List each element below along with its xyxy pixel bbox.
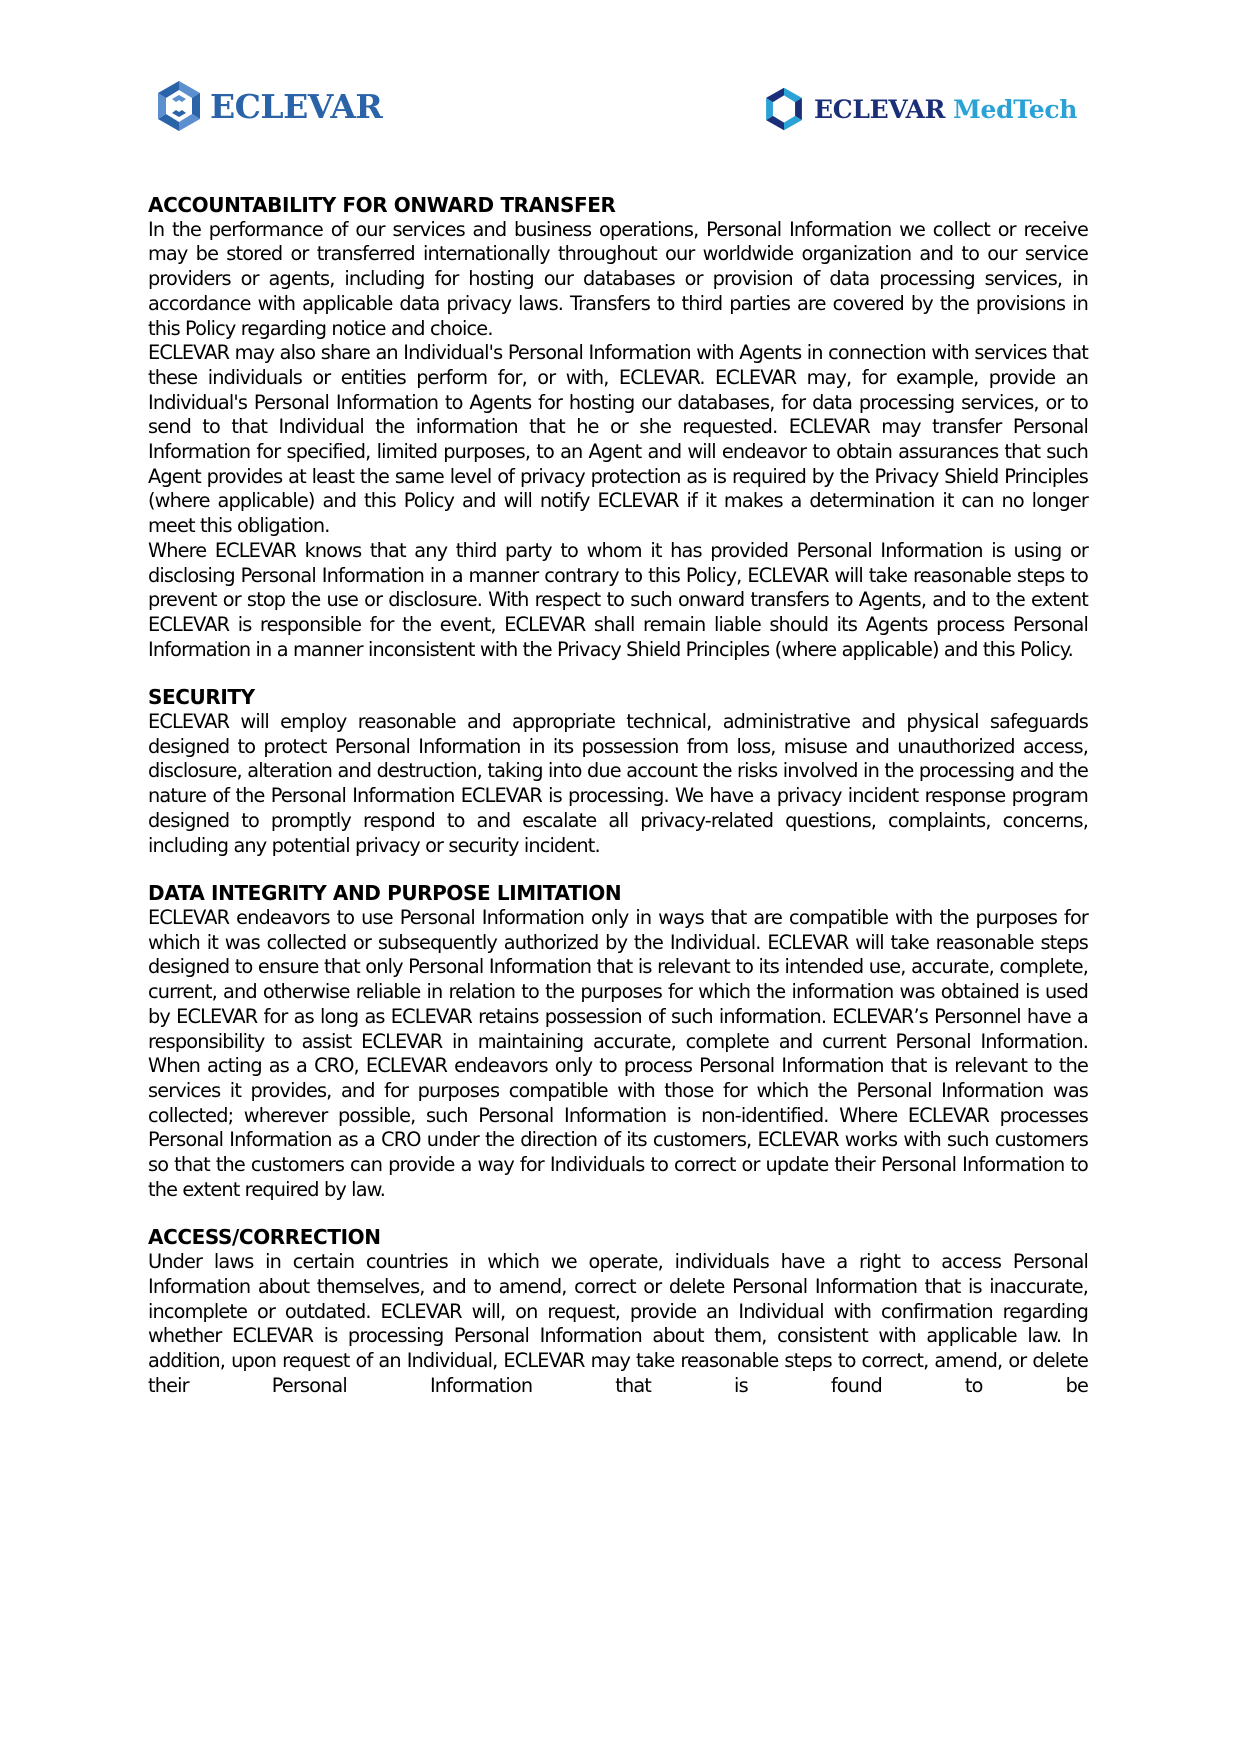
paragraph: Under laws in certain countries in which we operate, individuals have a right to access Personal Information about themselves, and to amend, correct or delete Personal Information that is inaccurate, incomplete or outdated. ECLEVAR will, on request, provide an Individual with confirmation regarding whether ECLEVAR is processing Personal Information about them, consistent with applicable law. In addition, upon request of an Individual, ECLEVAR may take reasonable steps to correct, amend, or delete their Personal Information that is found to be <box>148 1250 1088 1397</box>
eclevar-logo-text: ECLEVAR <box>210 86 383 126</box>
logo-text-primary: ECLEVAR <box>814 94 946 124</box>
document-body <box>148 193 1088 1421</box>
section-accountability-for-onward-transfer <box>148 193 1088 662</box>
paragraph: ECLEVAR will employ reasonable and appropriate technical, administrative and physical safeguards designed to protect Personal Information in its possession from loss, misuse and unauthorized access, disclosure, alteration and destruction, taking into due account the risks involved in the processing and the nature of the Personal Information ECLEVAR is processing. We have a privacy incident response program designed to promptly respond to and escalate all privacy-related questions, complaints, concerns, including any potential privacy or security incident. <box>148 710 1088 857</box>
section-security <box>148 685 1088 858</box>
paragraph: ECLEVAR endeavors to use Personal Information only in ways that are compatible with the purposes for which it was collected or subsequently authorized by the Individual. ECLEVAR will take reasonable steps designed to ensure that only Personal Information that is relevant to its intended use, accurate, complete, current, and otherwise reliable in relation to the purposes for which the information was obtained is used by ECLEVAR for as long as ECLEVAR retains possession of such information. ECLEVAR’s Personnel have a responsibility to assist ECLEVAR in maintaining accurate, complete and current Personal Information. When acting as a CRO, ECLEVAR endeavors only to process Personal Information that is relevant to the services it provides, and for purposes compatible with those for which the Personal Information was collected; wherever possible, such Personal Information is non-identified. Where ECLEVAR processes Personal Information as a CRO under the direction of its customers, ECLEVAR works with such customers so that the customers can provide a way for Individuals to correct or update their Personal Information to the extent required by law. <box>148 905 1088 1201</box>
eclevar-logo <box>154 78 382 134</box>
paragraph: ECLEVAR may also share an Individual's Personal Information with Agents in connection with services that these individuals or entities perform for, or with, ECLEVAR. ECLEVAR may, for example, provide an Individual's Personal Information to Agents for hosting our databases, for data processing services, or to send to that Individual the information that he or she requested. ECLEVAR may transfer Personal Information for specified, limited purposes, to an Agent and will endeavor to obtain assurances that such Agent provides at least the same level of privacy protection as is required by the Privacy Shield Principles (where applicable) and this Policy and will notify ECLEVAR if it makes a determination it can no longer meet this obligation. <box>148 341 1088 538</box>
section-heading: ACCOUNTABILITY FOR ONWARD TRANSFER <box>148 193 616 217</box>
section-access-correction <box>148 1225 1088 1398</box>
section-heading: ACCESS/CORRECTION <box>148 1225 381 1250</box>
eclevar-hexagon-logo-icon <box>154 79 204 133</box>
section-data-integrity-and-purpose-limitation <box>148 881 1088 1202</box>
paragraph: Where ECLEVAR knows that any third party to whom it has provided Personal Information is using or disclosing Personal Information in a manner contrary to this Policy, ECLEVAR will take reasonable steps to prevent or stop the use or disclosure. With respect to such onward transfers to Agents, and to the extent ECLEVAR is responsible for the event, ECLEVAR shall remain liable should its Agents process Personal Information in a manner inconsistent with the Privacy Shield Principles (where applicable) and this Policy. <box>148 538 1088 661</box>
eclevar-medtech-logo <box>762 86 1077 132</box>
section-heading: DATA INTEGRITY AND PURPOSE LIMITATION <box>148 881 622 906</box>
logo-text-secondary: MedTech <box>953 94 1078 124</box>
paragraph: In the performance of our services and business operations, Personal Information we collect or receive may be stored or transferred internationally throughout our worldwide organization and to our service providers or agents, including for hosting our databases or provision of data processing services, in accordance with applicable data privacy laws. Transfers to third parties are covered by the provisions in this Policy regarding notice and choice. <box>148 217 1088 340</box>
eclevar-medtech-logo-text <box>814 95 1077 124</box>
section-heading: SECURITY <box>148 685 255 710</box>
eclevar-medtech-hexagon-logo-icon <box>762 86 806 132</box>
